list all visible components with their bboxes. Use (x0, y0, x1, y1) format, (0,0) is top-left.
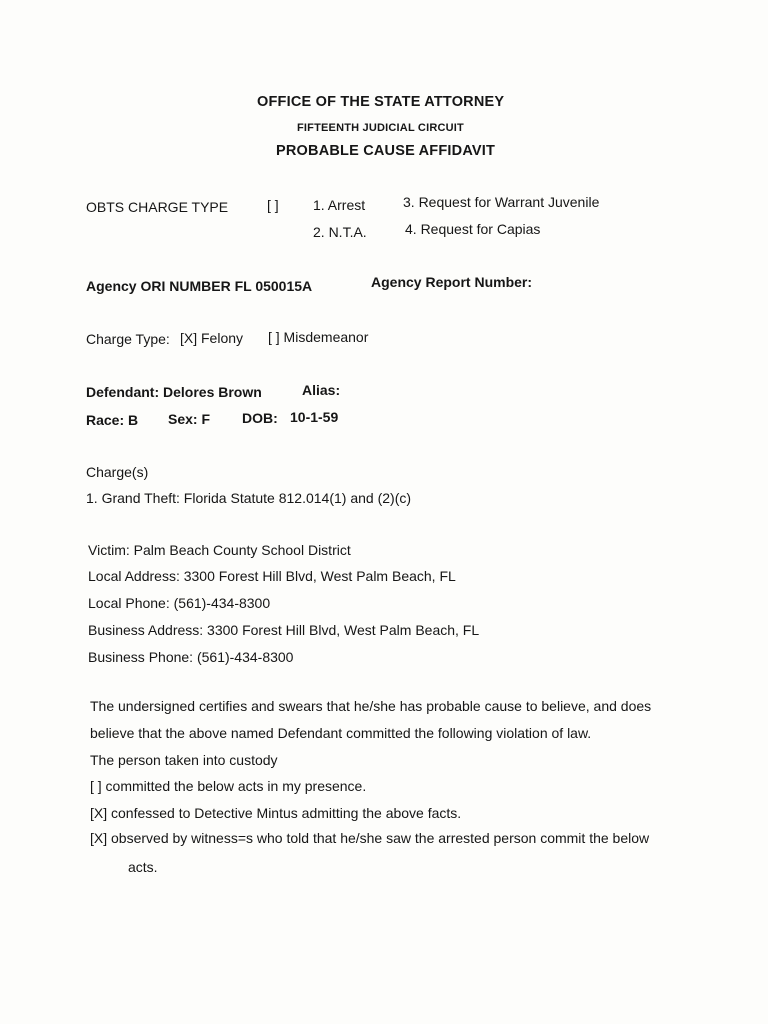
statement-check-witness: [X] observed by witness=s who told that he/she saw the arrested person commit the below (90, 830, 650, 846)
victim-name: Victim: Palm Beach County School District (88, 542, 351, 558)
agency-ori-number: Agency ORI NUMBER FL 050015A (86, 278, 313, 294)
obts-checkbox: [ ] (267, 197, 279, 213)
obts-option-arrest: 1. Arrest (313, 197, 366, 213)
statement-line-2: believe that the above named Defendant committed the following violation of law. (90, 725, 592, 741)
victim-business-address: Business Address: 3300 Forest Hill Blvd, West Palm Beach, FL (88, 622, 480, 638)
charge-type-misdemeanor: [ ] Misdemeanor (268, 329, 369, 345)
defendant-sex: Sex: F (168, 411, 211, 427)
alias-label: Alias: (302, 382, 341, 398)
defendant-dob: 10-1-59 (290, 409, 339, 425)
statement-check-confessed: [X] confessed to Detective Mintus admitting the above facts. (90, 805, 462, 821)
circuit-heading: FIFTEENTH JUDICIAL CIRCUIT (297, 122, 464, 134)
obts-option-nta: 2. N.T.A. (313, 224, 367, 240)
defendant-name: Defendant: Delores Brown (86, 384, 262, 400)
charges-heading: Charge(s) (86, 464, 149, 480)
defendant-race: Race: B (86, 412, 139, 428)
victim-local-address: Local Address: 3300 Forest Hill Blvd, West Palm Beach, FL (88, 568, 456, 584)
victim-local-phone: Local Phone: (561)-434-8300 (88, 595, 271, 611)
statement-check-presence: [ ] committed the below acts in my presence. (90, 778, 367, 794)
statement-line-3: The person taken into custody (90, 752, 278, 768)
charge-type-label: Charge Type: (86, 331, 170, 347)
document-title: PROBABLE CAUSE AFFIDAVIT (276, 143, 496, 159)
dob-label: DOB: (242, 410, 278, 426)
statement-line-1: The undersigned certifies and swears that he/she has probable cause to believe, and does (90, 698, 652, 714)
agency-report-number-label: Agency Report Number: (371, 274, 533, 290)
charge-type-felony: [X] Felony (180, 330, 244, 346)
charge-item: 1. Grand Theft: Florida Statute 812.014(1) and (2)(c) (86, 490, 412, 506)
office-heading: OFFICE OF THE STATE ATTORNEY (257, 94, 505, 110)
victim-business-phone: Business Phone: (561)-434-8300 (88, 649, 294, 665)
obts-label: OBTS CHARGE TYPE (86, 199, 229, 215)
obts-option-capias: 4. Request for Capias (405, 221, 541, 237)
statement-check-witness-continued: acts. (128, 859, 158, 875)
obts-option-warrant-juvenile: 3. Request for Warrant Juvenile (403, 194, 600, 210)
